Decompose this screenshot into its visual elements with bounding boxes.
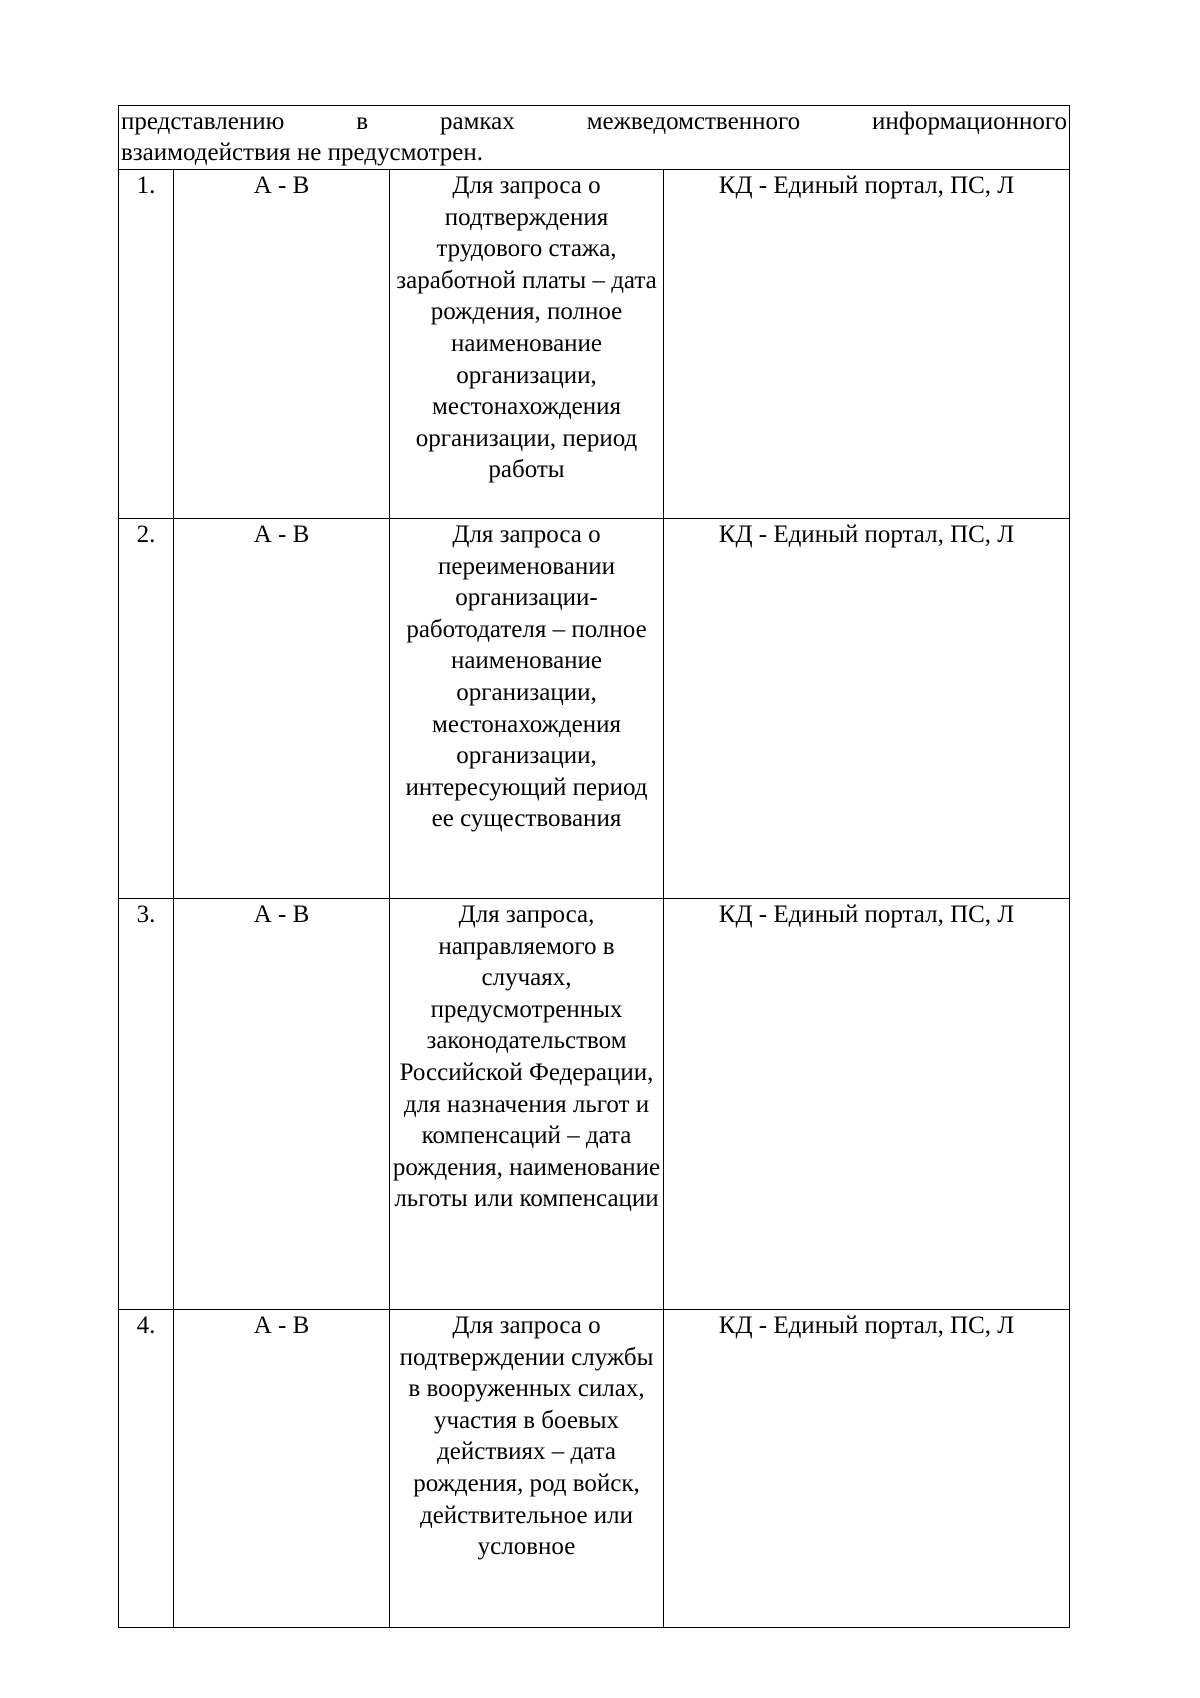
row-number: 4. bbox=[119, 1310, 174, 1628]
table-row bbox=[119, 1310, 1070, 1628]
intro-word: информационного bbox=[872, 108, 1068, 135]
row-code: А - В bbox=[174, 519, 390, 899]
intro-word: межведомственного bbox=[586, 108, 801, 135]
intro-line-2: взаимодействия не предусмотрен. bbox=[121, 139, 484, 166]
table-row bbox=[119, 170, 1070, 519]
row-code: А - В bbox=[174, 170, 390, 519]
row-code: А - В bbox=[174, 1310, 390, 1628]
table-row bbox=[119, 899, 1070, 1310]
row-code: А - В bbox=[174, 899, 390, 1310]
row-number: 1. bbox=[119, 170, 174, 519]
row-number: 3. bbox=[119, 899, 174, 1310]
row-number: 2. bbox=[119, 519, 174, 899]
intro-line-1 bbox=[121, 106, 1067, 137]
row-description: Для запроса о подтверждении службы в вооруженных силах, участия в боевых действиях – дата рождения, род войск, действительное или условное bbox=[390, 1310, 664, 1628]
intro-text-cell bbox=[119, 106, 1070, 170]
table-row bbox=[119, 519, 1070, 899]
intro-word: представлению bbox=[121, 108, 285, 135]
row-channels: КД - Единый портал, ПС, Л bbox=[664, 1310, 1070, 1628]
row-description: Для запроса о подтверждения трудового стажа, заработной платы – дата рождения, полное наименование организации, местонахождения организации, период работы bbox=[390, 170, 664, 519]
row-description: Для запроса, направляемого в случаях, предусмотренных законодательством Российской Федерации, для назначения льгот и компенсаций – дата рождения, наименование льготы или компенсации bbox=[390, 899, 664, 1310]
interagency-request-table bbox=[118, 105, 1070, 1628]
intro-word: в bbox=[356, 108, 369, 135]
row-channels: КД - Единый портал, ПС, Л bbox=[664, 519, 1070, 899]
row-channels: КД - Единый портал, ПС, Л bbox=[664, 899, 1070, 1310]
row-channels: КД - Единый портал, ПС, Л bbox=[664, 170, 1070, 519]
intro-row bbox=[119, 106, 1070, 170]
intro-word: рамках bbox=[440, 108, 515, 135]
row-description: Для запроса о переименовании организации-работодателя – полное наименование организации, местонахождения организации, интересующий период ее существования bbox=[390, 519, 664, 899]
